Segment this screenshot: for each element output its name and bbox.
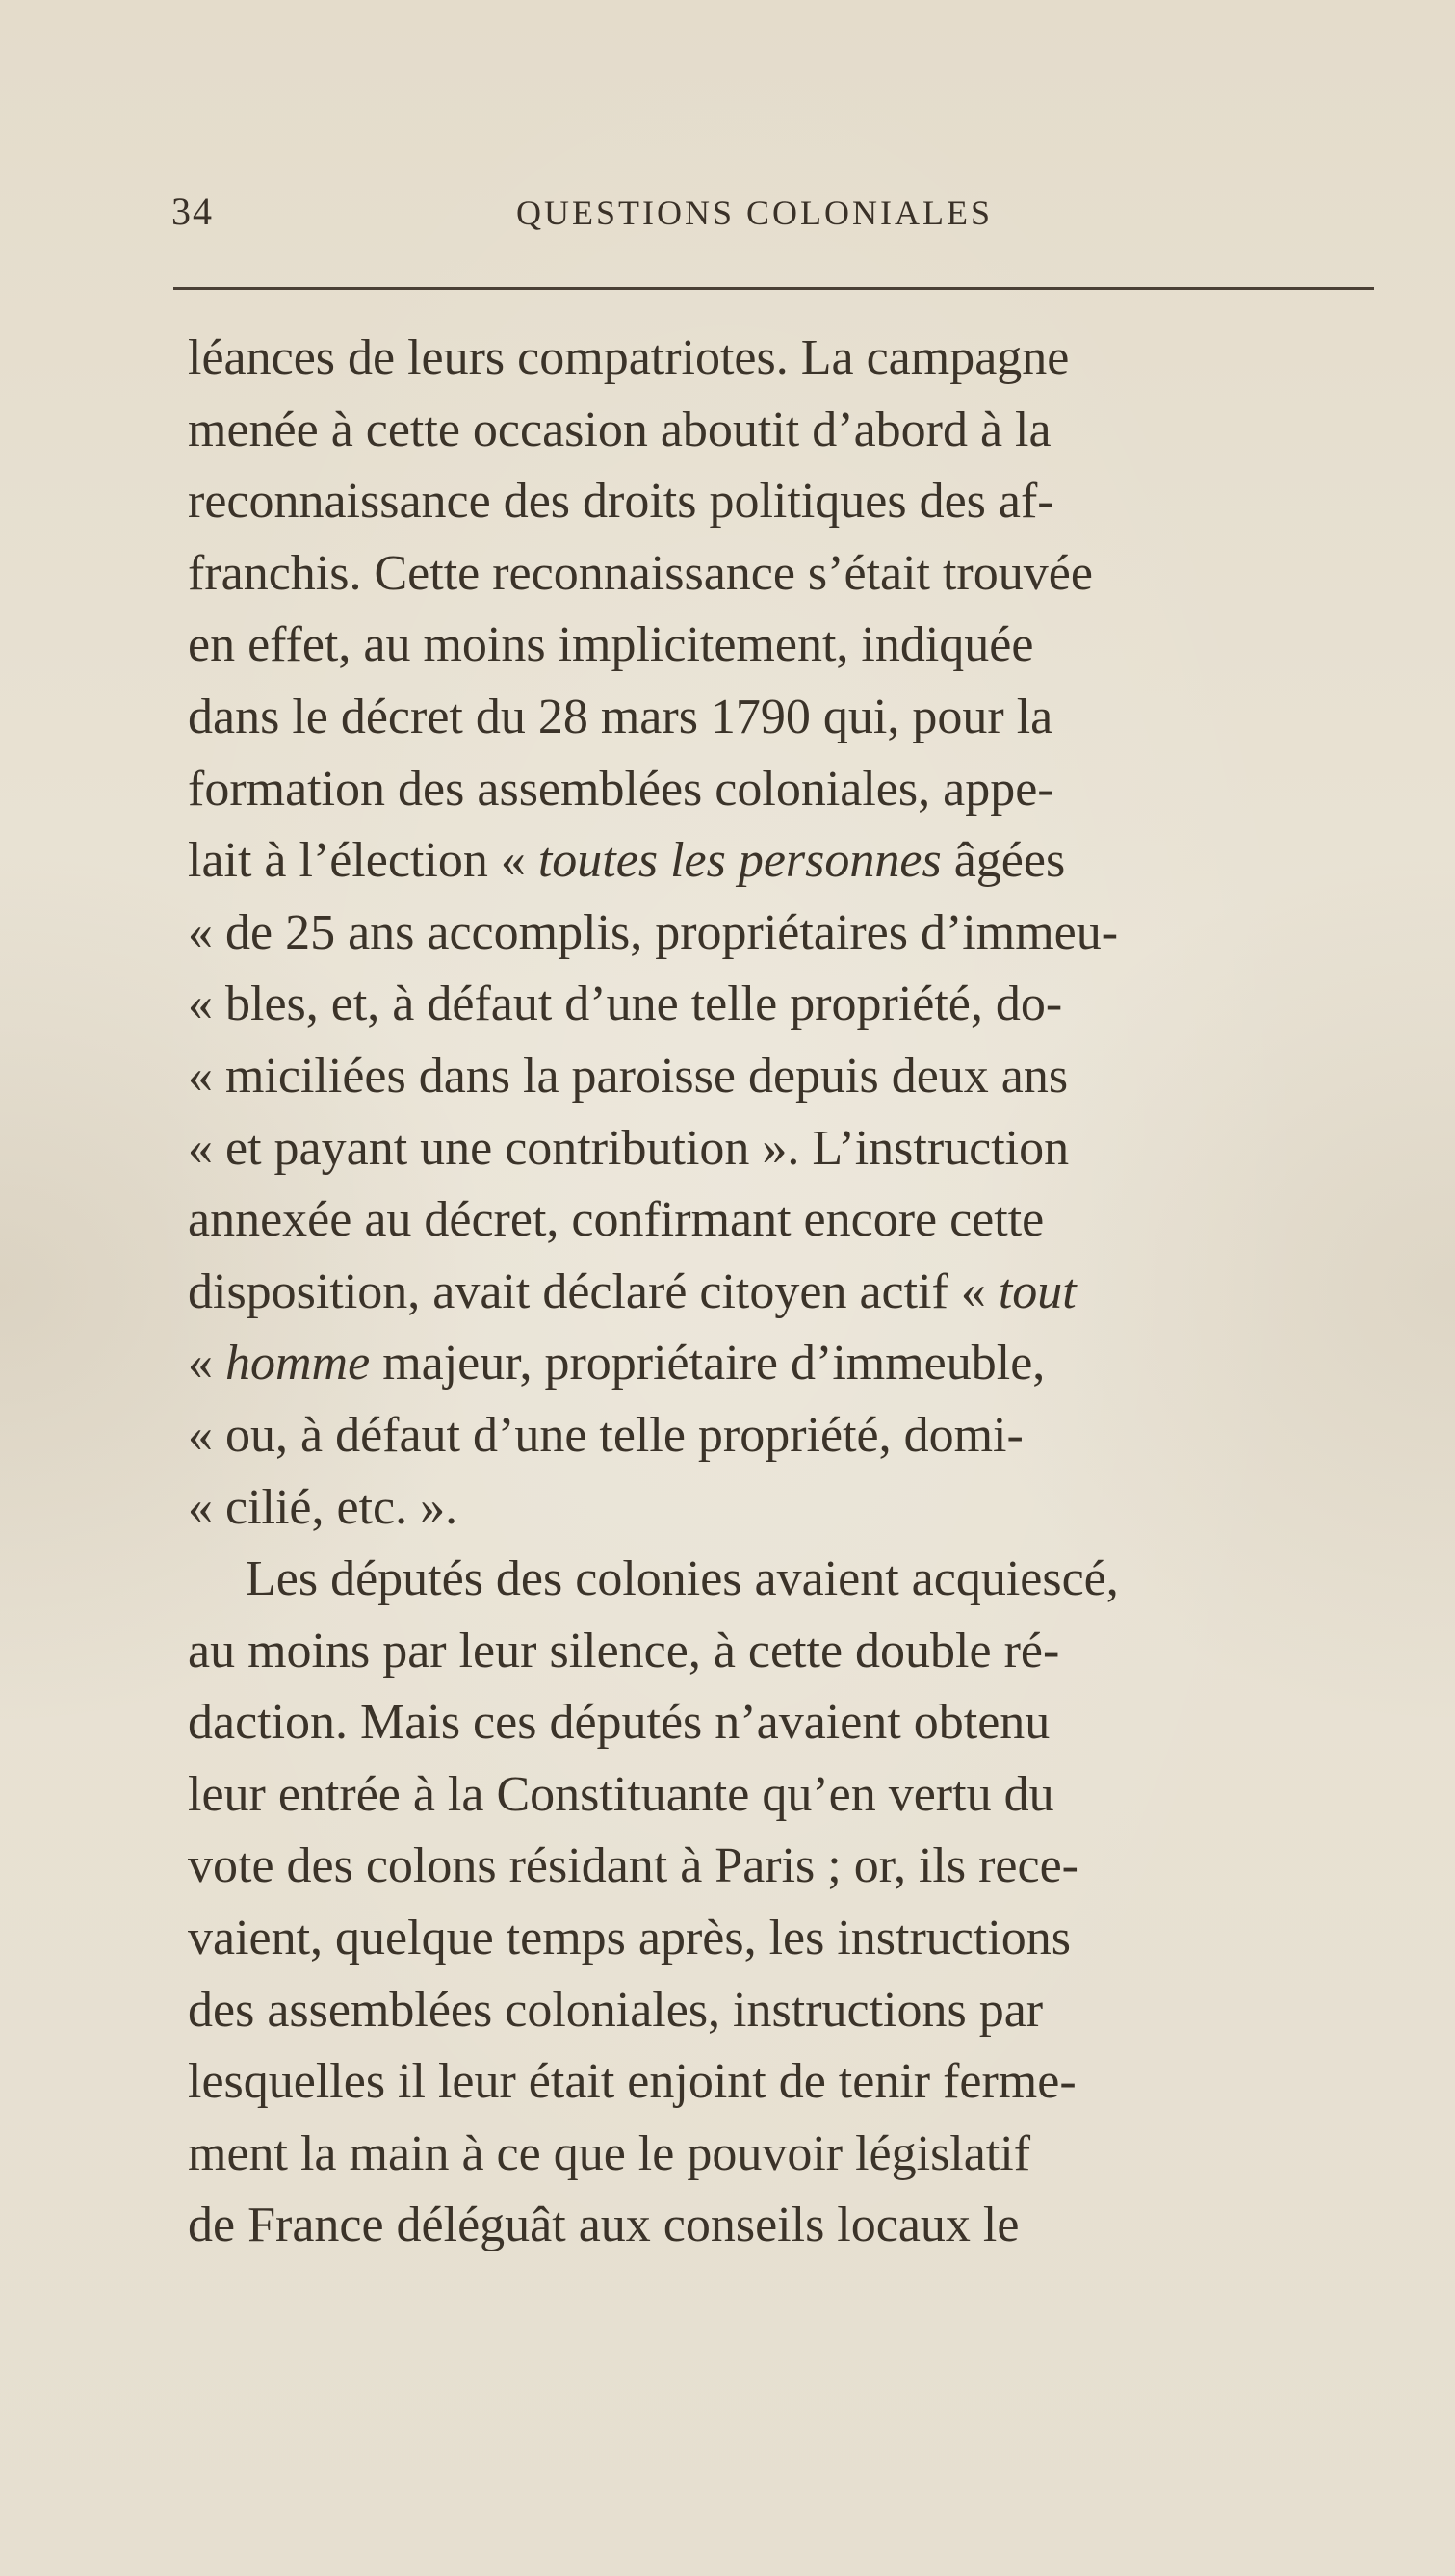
italic-segment: homme (225, 1336, 371, 1392)
text-segment: au moins par leur silence, à cette double ré- (188, 1623, 1060, 1678)
text-line (188, 2190, 1406, 2262)
running-title: QUESTIONS COLONIALES (516, 194, 993, 232)
text-segment: annexée au décret, confirmant encore cette (188, 1192, 1045, 1248)
text-segment: « cilié, etc. ». (188, 1479, 458, 1535)
italic-segment: toutes les personnes (537, 833, 942, 889)
text-segment: leur entrée à la Constituante qu’en vertu du (188, 1766, 1054, 1822)
text-line (188, 1831, 1406, 1903)
text-segment: majeur, propriétaire d’immeuble, (370, 1336, 1046, 1392)
text-segment: vaient, quelque temps après, les instructions (188, 1911, 1072, 1966)
text-line (188, 1400, 1406, 1472)
text-segment: âgées (941, 833, 1066, 889)
text-segment: léances de leurs compatriotes. La campagne (188, 330, 1070, 385)
header-rule (173, 287, 1374, 290)
text-segment: vote des colons résidant à Paris ; or, ils rece- (188, 1838, 1078, 1894)
text-line (188, 466, 1406, 538)
text-segment: daction. Mais ces députés n’avaient obtenu (188, 1695, 1051, 1751)
text-line (188, 1903, 1406, 1975)
text-line (188, 969, 1406, 1041)
text-segment: formation des assemblées coloniales, appe- (188, 761, 1054, 817)
text-segment: « (188, 1336, 225, 1392)
text-line (188, 1687, 1406, 1759)
text-line (188, 754, 1406, 826)
text-line (188, 538, 1406, 611)
text-line (188, 1041, 1406, 1113)
page-number: 34 (171, 190, 214, 233)
text-segment: de France déléguât aux conseils locaux le (188, 2198, 1020, 2253)
text-line (188, 825, 1406, 898)
text-segment: des assemblées coloniales, instructions par (188, 1982, 1044, 2038)
text-segment: « de 25 ans accomplis, propriétaires d’immeu- (188, 904, 1119, 960)
text-segment: « et payant une contribution ». L’instruction (188, 1120, 1070, 1176)
text-line (188, 1544, 1406, 1616)
text-segment: « bles, et, à défaut d’une telle propriété, do- (188, 976, 1063, 1032)
text-line (188, 1257, 1406, 1329)
text-line (188, 682, 1406, 754)
text-segment: lait à l’élection « (188, 833, 538, 889)
text-line (188, 1975, 1406, 2047)
text-line (188, 1328, 1406, 1400)
text-segment: en effet, au moins implicitement, indiquée (188, 617, 1034, 673)
text-line (188, 1184, 1406, 1257)
running-head (171, 189, 1375, 237)
text-segment: ment la main à ce que le pouvoir législatif (188, 2125, 1031, 2181)
text-segment: menée à cette occasion aboutit d’abord à la (188, 402, 1052, 457)
italic-segment: tout (998, 1263, 1077, 1319)
body-text (188, 323, 1406, 2262)
text-segment: lesquelles il leur était enjoint de tenir ferme- (188, 2054, 1077, 2110)
text-segment: « miciliées dans la paroisse depuis deux ans (188, 1048, 1069, 1104)
text-line (188, 610, 1406, 682)
text-segment: franchis. Cette reconnaissance s’était trouvée (188, 545, 1093, 601)
text-line (188, 1616, 1406, 1688)
text-segment: dans le décret du 28 mars 1790 qui, pour la (188, 689, 1053, 744)
text-line (188, 323, 1406, 395)
text-segment: disposition, avait déclaré citoyen actif « (188, 1263, 999, 1319)
text-segment: reconnaissance des droits politiques des af- (188, 474, 1054, 530)
text-line (188, 1759, 1406, 1832)
text-line (188, 1113, 1406, 1185)
text-line (188, 395, 1406, 467)
text-segment: Les députés des colonies avaient acquiescé, (246, 1551, 1119, 1607)
text-line (188, 2119, 1406, 2191)
text-line (188, 2046, 1406, 2119)
text-line (188, 1472, 1406, 1545)
text-segment: « ou, à défaut d’une telle propriété, domi- (188, 1407, 1024, 1463)
text-line (188, 898, 1406, 970)
